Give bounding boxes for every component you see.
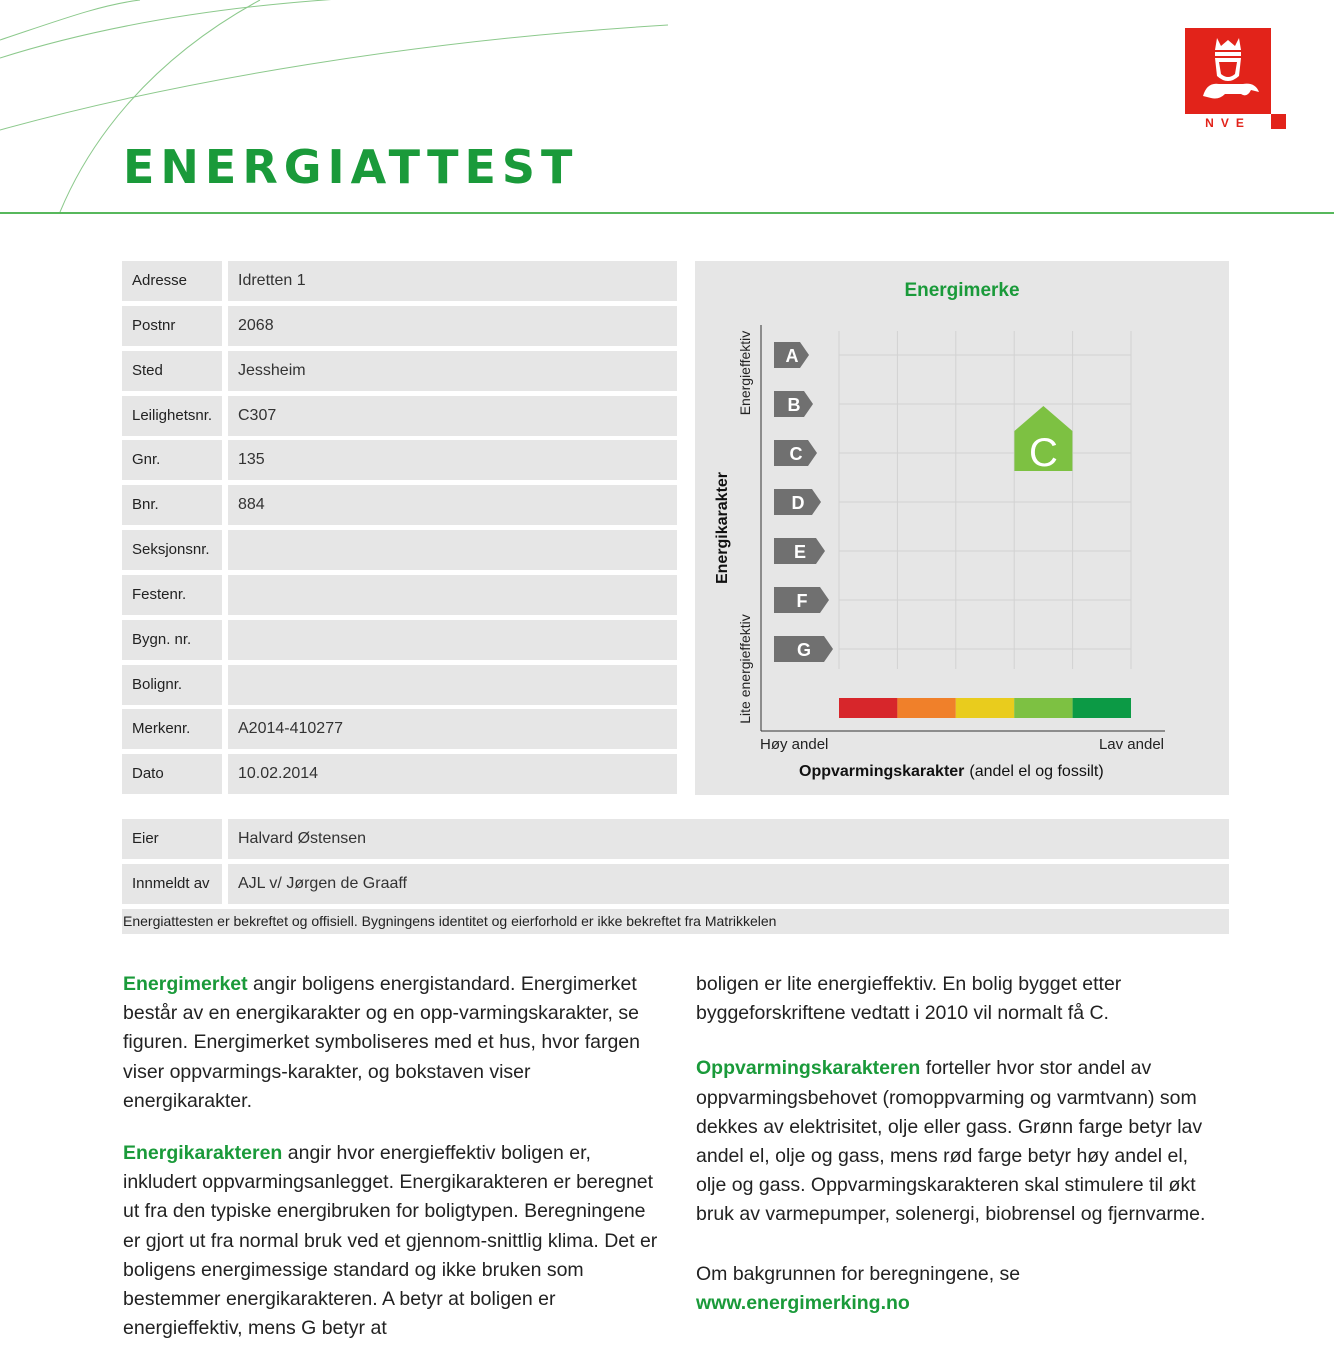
info-label: Adresse <box>122 261 222 301</box>
verification-note: Energiattesten er bekreftet og offisiell. Bygningens identitet og eierforhold er ikke bekreftet fra Matrikkelen <box>122 909 1229 934</box>
owner-label: Innmeldt av <box>122 864 222 904</box>
owner-info-table <box>122 819 1229 909</box>
info-label: Merkenr. <box>122 709 222 749</box>
header-divider <box>0 212 1334 214</box>
info-label: Bygn. nr. <box>122 620 222 660</box>
info-label: Sted <box>122 351 222 391</box>
grade-label-c: C <box>789 444 803 464</box>
info-row <box>122 485 677 525</box>
owner-label: Eier <box>122 819 222 859</box>
x-axis-title-main: Oppvarmingskarakter <box>799 763 965 780</box>
energy-label-chart <box>695 261 1229 795</box>
grade-label-g: G <box>796 640 812 660</box>
info-value: Jessheim <box>228 351 677 391</box>
heating-color-segment <box>897 698 955 718</box>
info-value: Idretten 1 <box>228 261 677 301</box>
x-axis-title <box>799 763 1104 780</box>
y-bottom-label: Lite energieffektiv <box>737 614 753 724</box>
info-value: 2068 <box>228 306 677 346</box>
energy-label-chart-svg <box>695 261 1229 795</box>
info-label: Leilighetsnr. <box>122 396 222 436</box>
paragraph-energikarakteren: Energikarakteren angir hvor energieffektiv boligen er, inkludert oppvarmingsanlegget. Energikarakteren er beregnet ut fra den typiske energibruken for boligtypen. Beregningene er gjort ut fra normal bruk ved et gjennom-snittlig klima. Det er boligens energimessige standard og ikke bruken som bestemmer energikarakteren. A betyr at boligen er energieffektiv, mens G betyr at <box>123 1142 658 1340</box>
info-row <box>122 620 677 660</box>
info-row <box>122 306 677 346</box>
explanation-column-right <box>696 970 1206 1341</box>
info-label: Bnr. <box>122 485 222 525</box>
nve-lion-emblem-icon <box>1185 28 1271 114</box>
owner-row <box>122 864 1229 904</box>
info-row <box>122 351 677 391</box>
page-title: ENERGIATTEST <box>123 140 579 194</box>
y-axis-title: Energikarakter <box>714 471 731 585</box>
grade-label-a: A <box>785 346 799 366</box>
info-value <box>228 665 677 705</box>
x-left-label: Høy andel <box>760 736 829 753</box>
paragraph-oppvarmingskarakteren: Oppvarmingskarakteren forteller hvor stor andel av oppvarmingsbehovet (romoppvarming og varmtvann) som dekkes av elektrisitet, olje eller gass. Grønn farge betyr lav andel el, olje og gass, mens rød farge betyr høy andel el, olje og gass. Oppvarmingskarakteren skal stimulere til økt bruk av varmepumper, solenergi, biobrensel og fjernvarme. <box>696 1057 1206 1226</box>
info-value: 884 <box>228 485 677 525</box>
x-right-label: Lav andel <box>1098 736 1164 753</box>
info-label: Bolignr. <box>122 665 222 705</box>
paragraph-energikarakter-continued: boligen er lite energieffektiv. En bolig bygget etter byggeforskriftene vedtatt i 2010 vil normalt få C. <box>696 973 1122 1025</box>
owner-value: AJL v/ Jørgen de Graaff <box>228 864 1229 904</box>
heating-color-segment <box>1073 698 1131 718</box>
heating-color-segment <box>839 698 897 718</box>
info-row <box>122 396 677 436</box>
logo-text: NVE <box>1205 116 1251 130</box>
info-label: Postnr <box>122 306 222 346</box>
info-value <box>228 575 677 615</box>
energimerking-link[interactable]: www.energimerking.no <box>696 1291 910 1314</box>
info-row <box>122 754 677 794</box>
info-label: Dato <box>122 754 222 794</box>
info-row <box>122 575 677 615</box>
info-row <box>122 440 677 480</box>
grade-label-d: D <box>791 493 805 513</box>
y-top-label: Energieffektiv <box>737 330 753 416</box>
property-info-table <box>122 261 677 799</box>
chart-title: Energimerke <box>904 280 1020 301</box>
grade-label-e: E <box>793 542 807 562</box>
result-grade-label: C <box>1028 431 1058 475</box>
info-label: Seksjonsnr. <box>122 530 222 570</box>
heating-color-segment <box>1014 698 1072 718</box>
owner-row <box>122 819 1229 859</box>
paragraph-energimerket: Energimerket angir boligens energistandard. Energimerket består av en energikarakter og en opp-varmingskarakter, se figuren. Energimerket symboliseres med et hus, hvor fargen viser oppvarmings-karakter, og bokstaven viser energikarakter. <box>123 973 640 1112</box>
grade-label-b: B <box>787 395 801 415</box>
explanation-column-left <box>123 970 658 1366</box>
info-label: Festenr. <box>122 575 222 615</box>
info-label: Gnr. <box>122 440 222 480</box>
info-row <box>122 530 677 570</box>
info-value <box>228 620 677 660</box>
info-value: 135 <box>228 440 677 480</box>
info-row <box>122 665 677 705</box>
x-axis-title-suffix: (andel el og fossilt) <box>969 763 1104 780</box>
nve-logo <box>1185 28 1286 130</box>
info-value: C307 <box>228 396 677 436</box>
owner-value: Halvard Østensen <box>228 819 1229 859</box>
info-value <box>228 530 677 570</box>
info-row <box>122 709 677 749</box>
grade-label-f: F <box>796 591 808 611</box>
logo-corner-square <box>1271 114 1286 129</box>
info-row <box>122 261 677 301</box>
info-value: A2014-410277 <box>228 709 677 749</box>
heating-color-segment <box>956 698 1014 718</box>
paragraph-reference: Om bakgrunnen for beregningene, se www.energimerking.no <box>696 1262 1021 1314</box>
info-value: 10.02.2014 <box>228 754 677 794</box>
